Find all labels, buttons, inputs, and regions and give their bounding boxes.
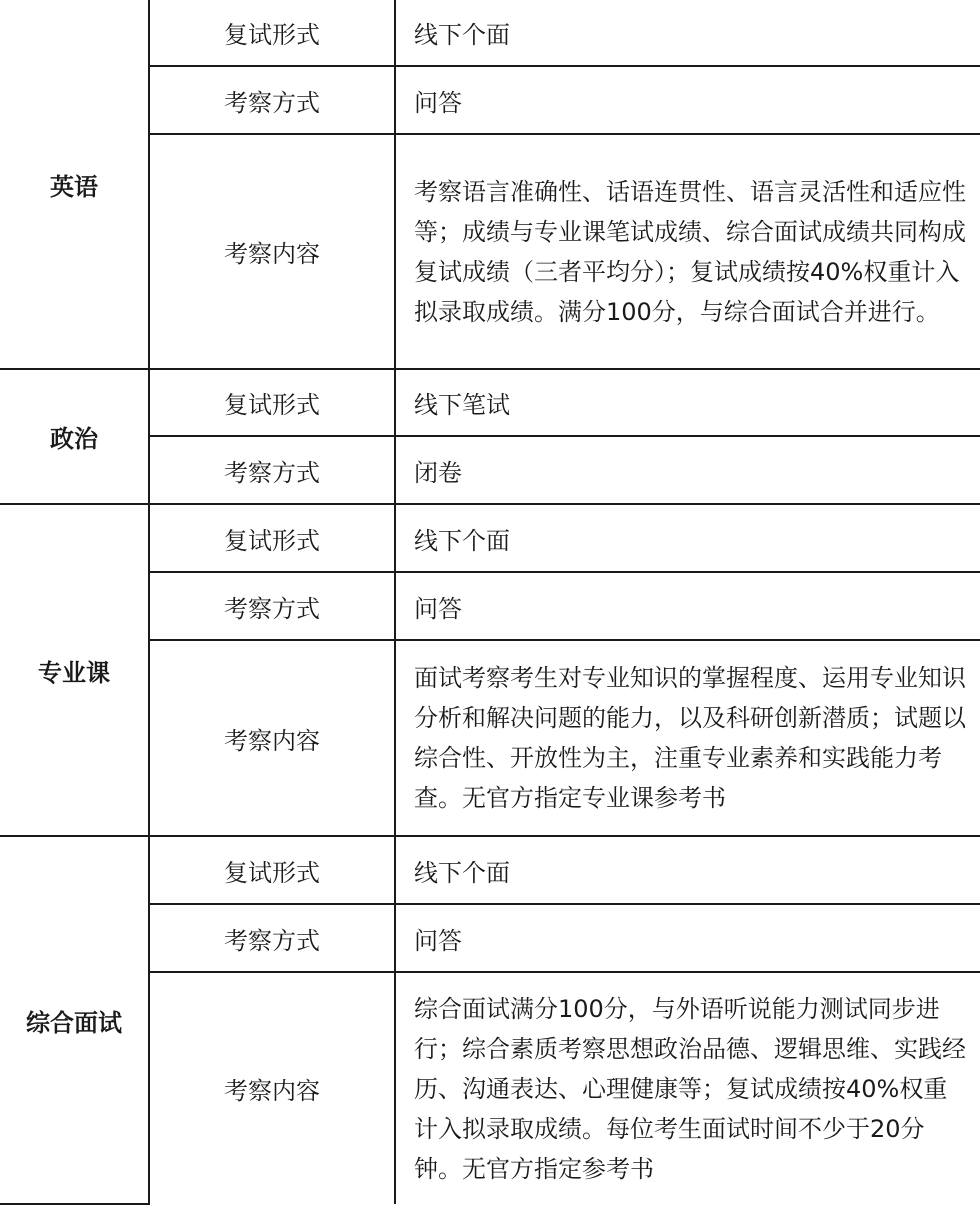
table-row [0,836,980,904]
value-cell: 考察语言准确性、话语连贯性、语言灵活性和适应性等；成绩与专业课笔试成绩、综合面试成绩共同构成复试成绩（三者平均分）；复试成绩按40%权重计入拟录取成绩。满分100分，与综合面试合并进行。 [395,134,980,369]
item-cell: 复试形式 [149,504,395,572]
table-row [0,369,980,436]
value-cell: 问答 [395,572,980,640]
value-cell: 线下个面 [395,0,980,66]
item-cell: 考察方式 [149,904,395,972]
subject-cell: 专业课 [0,504,149,836]
item-cell: 复试形式 [149,0,395,66]
subject-cell: 英语 [0,0,149,369]
subject-cell: 政治 [0,369,149,504]
item-cell: 考察方式 [149,436,395,504]
item-cell: 复试形式 [149,369,395,436]
value-cell: 线下笔试 [395,369,980,436]
item-cell: 考察方式 [149,66,395,134]
value-cell: 闭卷 [395,436,980,504]
value-cell: 综合面试满分100分，与外语听说能力测试同步进行；综合素质考察思想政治品德、逻辑思维、实践经历、沟通表达、心理健康等；复试成绩按40%权重计入拟录取成绩。每位考生面试时间不少于20分钟。无官方指定参考书 [395,972,980,1204]
value-cell: 问答 [395,904,980,972]
item-cell: 考察方式 [149,572,395,640]
subject-cell: 综合面试 [0,836,149,1204]
item-cell: 复试形式 [149,836,395,904]
table-row [0,504,980,572]
value-cell: 线下个面 [395,504,980,572]
value-cell: 线下个面 [395,836,980,904]
item-cell: 考察内容 [149,972,395,1204]
value-cell: 面试考察考生对专业知识的掌握程度、运用专业知识分析和解决问题的能力，以及科研创新潜质；试题以综合性、开放性为主，注重专业素养和实践能力考查。无官方指定专业课参考书 [395,640,980,836]
item-cell: 考察内容 [149,640,395,836]
item-cell: 考察内容 [149,134,395,369]
table-row [0,0,980,66]
value-cell: 问答 [395,66,980,134]
